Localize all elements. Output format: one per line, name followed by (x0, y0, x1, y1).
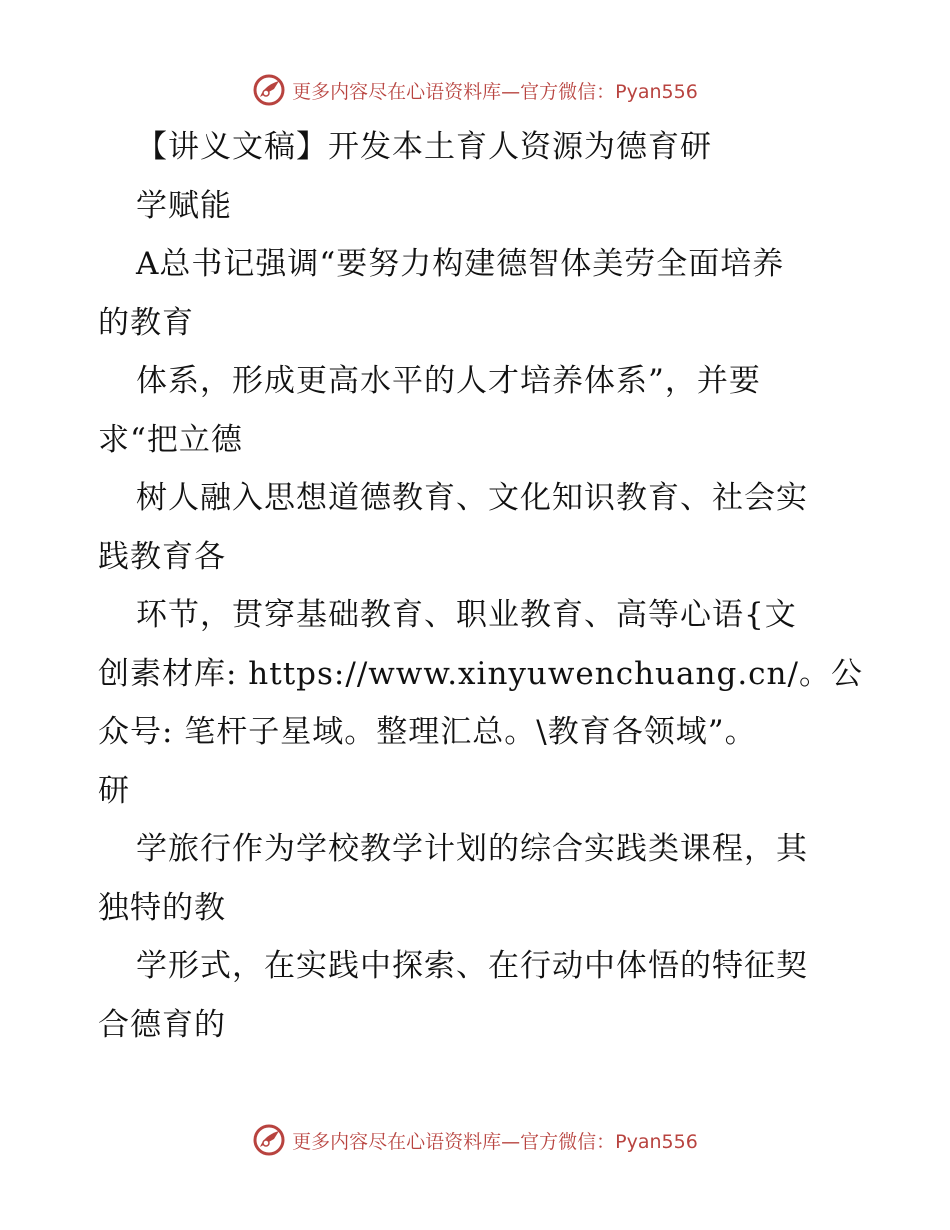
body-line: 践教育各 (98, 538, 226, 575)
body-line: 学赋能 (136, 187, 232, 224)
banner-wechat-text: 官方微信：Pyan556 (520, 1130, 698, 1153)
body-line: 的教育 (98, 304, 194, 341)
body-line: 合德育的 (98, 1006, 226, 1043)
banner-brand-text: 更多内容尽在心语资料库 (292, 1130, 502, 1153)
body-line: 学形式，在实践中探索、在行动中体悟的特征契 (136, 948, 808, 984)
body-line: 环节，贯穿基础教育、职业教育、高等心语{文 (136, 597, 797, 633)
footer-banner (0, 1120, 950, 1160)
banner-text (292, 1127, 698, 1154)
body-line: 求“把立德 (98, 421, 243, 458)
header-banner (0, 70, 950, 110)
body-line: A总书记强调“要努力构建德智体美劳全面培养 (136, 246, 785, 282)
banner-separator: — (501, 80, 521, 103)
body-line: 研 (98, 772, 130, 809)
body-line: 创素材库: https://www.xinyuwenchuang.cn/。公 (98, 655, 863, 692)
banner-text (292, 77, 698, 104)
body-line: 独特的教 (98, 889, 226, 926)
body-line: 学旅行作为学校教学计划的综合实践类课程，其 (136, 831, 808, 867)
body-line: 【讲义文稿】开发本土育人资源为德育研 (136, 129, 712, 165)
body-line: 众号: 笔杆子星域。整理汇总。\教育各领域”。 (98, 714, 757, 750)
document-body (98, 118, 863, 1054)
banner-separator: — (501, 1130, 521, 1153)
brand-logo-icon (252, 73, 286, 107)
banner-wechat-text: 官方微信：Pyan556 (520, 80, 698, 103)
body-line: 体系，形成更高水平的人才培养体系”，并要 (136, 363, 761, 399)
banner-brand-text: 更多内容尽在心语资料库 (292, 80, 502, 103)
body-line: 树人融入思想道德教育、文化知识教育、社会实 (136, 480, 808, 516)
brand-logo-icon (252, 1123, 286, 1157)
